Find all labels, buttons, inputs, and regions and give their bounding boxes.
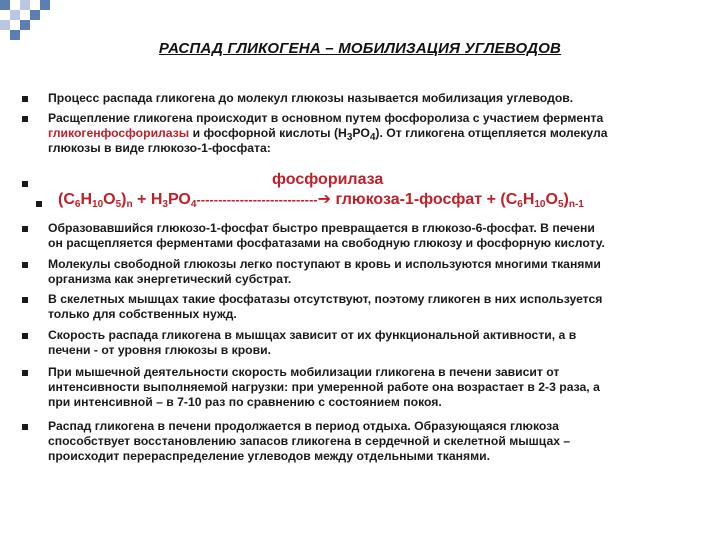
bullet-text [48, 292, 602, 322]
enzyme-label: фосфорилаза [272, 171, 384, 188]
eq-sub: 10 [534, 199, 546, 210]
deco-square [20, 20, 30, 30]
eq-sub: n-1 [568, 199, 584, 210]
eq-sub: 5 [115, 199, 122, 210]
eq-part: (С [58, 191, 75, 208]
eq-part: ) [121, 191, 127, 208]
eq-part: Н [80, 191, 93, 208]
bullet-text [48, 328, 576, 358]
deco-square [40, 0, 50, 10]
text-line: Распад гликогена в печени продолжается в период отдыха. Образующаяся глюкоза [48, 419, 559, 433]
text-fragment: и фосфорной кислоты (Н [189, 126, 347, 140]
bullet-marker [22, 96, 28, 102]
bullet-marker [22, 181, 28, 187]
deco-square [30, 10, 40, 20]
deco-square [10, 10, 20, 20]
text-line: При мышечной деятельности скорость мобилизации гликогена в печени зависит от [48, 365, 560, 379]
eq-sub: n [126, 199, 133, 210]
eq-dashes: ---------------------------- [196, 192, 318, 207]
bullet-text [48, 257, 601, 287]
bullet-marker [22, 370, 28, 376]
text-line: способствует восстановлению запасов гликогена в сердечной и скелетной мышцах – [48, 434, 571, 448]
slide-title: РАСПАД ГЛИКОГЕНА – МОБИЛИЗАЦИЯ УГЛЕВОДОВ [158, 40, 562, 57]
text-line: Образовавшийся глюкозо-1-фосфат быстро превращается в глюкозо-6-фосфат. В печени [48, 221, 595, 235]
reaction-equation [58, 191, 584, 210]
eq-sub: 4 [190, 199, 197, 210]
deco-square [10, 30, 20, 40]
bullet-marker [22, 116, 28, 122]
bullet-text [48, 365, 600, 410]
text-line: при интенсивной – в 7-10 раз по сравнению с состоянием покоя. [48, 395, 442, 409]
text-line: глюкозы в виде глюкозо-1-фосфата: [48, 141, 271, 155]
text-line: печени - от уровня глюкозы в крови. [48, 343, 271, 357]
text-line: Молекулы свободной глюкозы легко поступают в кровь и используются многими тканями [48, 257, 601, 271]
text-fragment: РО [352, 126, 370, 140]
eq-part: О [545, 191, 558, 208]
bullet-text [48, 111, 608, 156]
subscript: 3 [346, 132, 353, 143]
bullet-text [48, 419, 570, 464]
text-fragment: ). От гликогена отщепляется молекула [375, 126, 608, 140]
eq-sub: 6 [74, 199, 81, 210]
text-line: он расщепляется ферментами фосфатазами на свободную глюкозу и фосфорную кислоту. [48, 236, 605, 250]
corner-decoration [0, 0, 60, 44]
eq-sub: 10 [92, 199, 104, 210]
deco-square [0, 20, 10, 30]
bullet-text [48, 221, 605, 251]
text-line: организма как энергетический субстрат. [48, 272, 292, 286]
arrow-right-icon: ➔ [317, 191, 332, 208]
eq-sub: 3 [162, 199, 168, 210]
text-line: Расщепление гликогена происходит в основном путем фосфоролиза с участием фермента [48, 111, 604, 125]
eq-part: РО [167, 191, 191, 208]
text-line: Процесс распада гликогена до молекул глюкозы называется мобилизация углеводов. [48, 91, 574, 105]
eq-part: О [103, 191, 116, 208]
bullet-text [48, 91, 573, 106]
text-line: интенсивности выполняемой нагрузки: при умеренной работе она возрастает в 2-3 раза, а [48, 380, 600, 394]
subscript: 4 [369, 132, 376, 143]
bullet-marker [22, 333, 28, 339]
text-line: В скелетных мышцах такие фосфатазы отсутствуют, поэтому гликоген в них используется [48, 292, 603, 306]
enzyme-name: гликогенфосфорилазы [48, 126, 190, 140]
eq-part: ) [563, 191, 569, 208]
bullet-marker [22, 226, 28, 232]
text-line: только для собственных нужд. [48, 307, 237, 321]
deco-square [20, 0, 30, 10]
bullet-marker [22, 424, 28, 430]
text-line: Скорость распада гликогена в мышцах зависит от их функциональной активности, а в [48, 328, 577, 342]
bullet-marker [22, 262, 28, 268]
bullet-marker [22, 297, 28, 303]
eq-sub: 6 [517, 199, 523, 210]
eq-part: глюкоза-1-фосфат + (С [331, 191, 518, 208]
deco-square [0, 0, 10, 10]
eq-part: Н [522, 191, 535, 208]
eq-sub: 5 [557, 199, 564, 210]
eq-part: + Н [132, 191, 163, 208]
text-line [48, 126, 608, 141]
text-line: происходит перераспределение углеводов между отдельными тканями. [48, 449, 491, 463]
bullet-marker [36, 201, 42, 207]
